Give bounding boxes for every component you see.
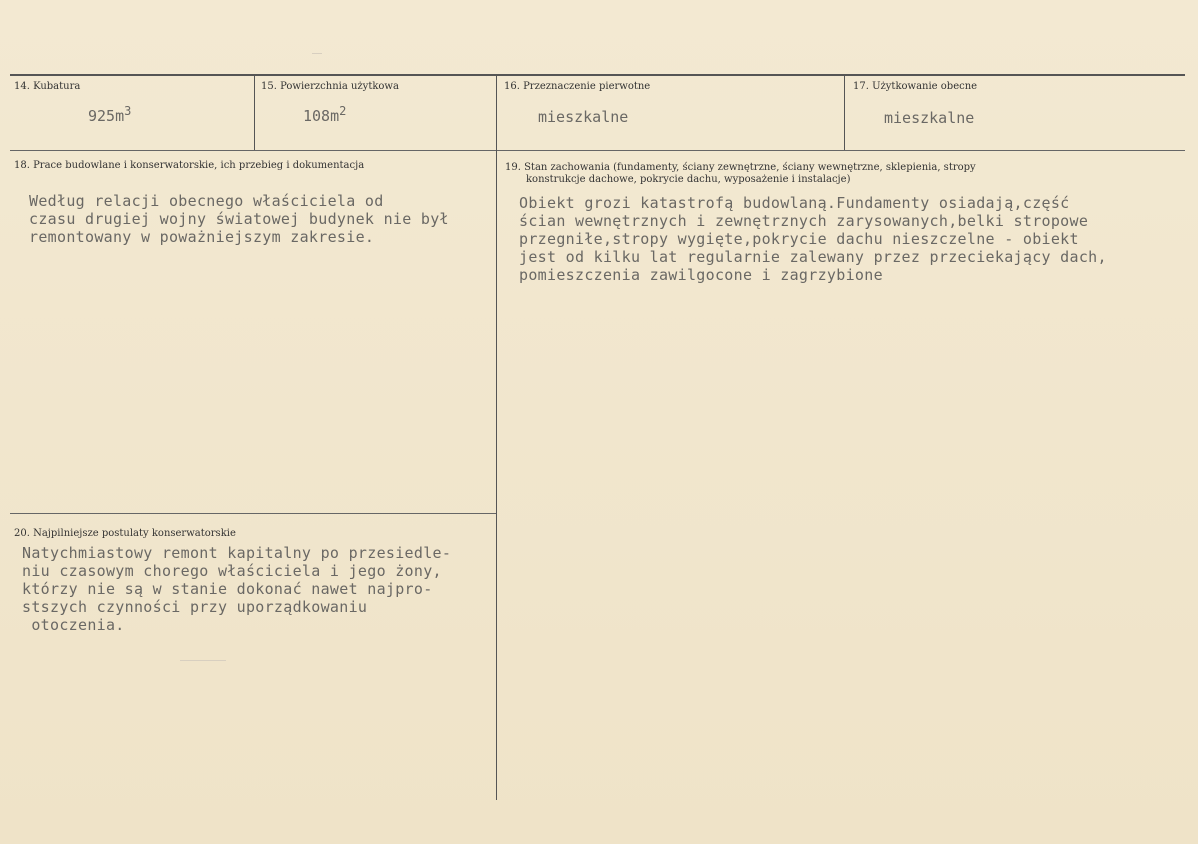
uzytkowanie-value: mieszkalne <box>884 109 975 127</box>
powierzchnia-value <box>303 104 346 125</box>
kubatura-label: 14. Kubatura <box>14 81 81 92</box>
faint-mark-left <box>180 660 226 661</box>
divider-16-17 <box>844 75 845 150</box>
uzytkowanie-label: 17. Użytkowanie obecne <box>853 81 978 92</box>
powierzchnia-label: 15. Powierzchnia użytkowa <box>261 81 399 92</box>
row1-bottom-line <box>10 150 1185 151</box>
divider-15-16 <box>496 75 497 800</box>
stan-line-5: pomieszczenia zawilgocone i zagrzybione <box>519 266 883 284</box>
top-border-line <box>10 74 1185 76</box>
stan-line-2: ścian wewnętrznych i zewnętrznych zarysowanych,belki stropowe <box>519 212 1089 230</box>
stan-label-line-2: konstrukcje dachowe, pokrycie dachu, wyposażenie i instalacje) <box>526 174 851 185</box>
postulaty-line-4: stszych czynności przy uporządkowaniu <box>22 598 368 616</box>
stan-line-1: Obiekt grozi katastrofą budowlaną.Fundamenty osiadają,część <box>519 194 1070 212</box>
divider-14-15 <box>254 75 255 150</box>
postulaty-line-5: otoczenia. <box>22 616 125 634</box>
prace-label: 18. Prace budowlane i konserwatorskie, ich przebieg i dokumentacja <box>14 160 365 171</box>
powierzchnia-exponent: 2 <box>339 104 347 118</box>
prace-line-3: remontowany w poważniejszym zakresie. <box>29 228 375 246</box>
powierzchnia-number: 108m <box>303 107 340 125</box>
postulaty-line-2: niu czasowym chorego właściciela i jego żony, <box>22 562 442 580</box>
faint-mark-top <box>312 53 322 54</box>
stan-label-line-1: 19. Stan zachowania (fundamenty, ściany zewnętrzne, ściany wewnętrzne, sklepienia, stropy <box>505 162 976 173</box>
kubatura-value <box>88 104 131 125</box>
prace-line-1: Według relacji obecnego właściciela od <box>29 192 384 210</box>
row2-bottom-line <box>10 513 496 514</box>
postulaty-label: 20. Najpilniejsze postulaty konserwatorskie <box>14 528 236 539</box>
postulaty-line-1: Natychmiastowy remont kapitalny po przesiedle- <box>22 544 452 562</box>
przeznaczenie-value: mieszkalne <box>538 108 629 126</box>
przeznaczenie-label: 16. Przeznaczenie pierwotne <box>504 81 651 92</box>
prace-line-2: czasu drugiej wojny światowej budynek nie był <box>29 210 449 228</box>
postulaty-line-3: którzy nie są w stanie dokonać nawet najpro- <box>22 580 433 598</box>
stan-line-3: przegniłe,stropy wygięte,pokrycie dachu nieszczelne - obiekt <box>519 230 1079 248</box>
stan-line-4: jest od kilku lat regularnie zalewany przez przeciekający dach, <box>519 248 1107 266</box>
kubatura-exponent: 3 <box>124 104 132 118</box>
kubatura-number: 925m <box>88 107 125 125</box>
